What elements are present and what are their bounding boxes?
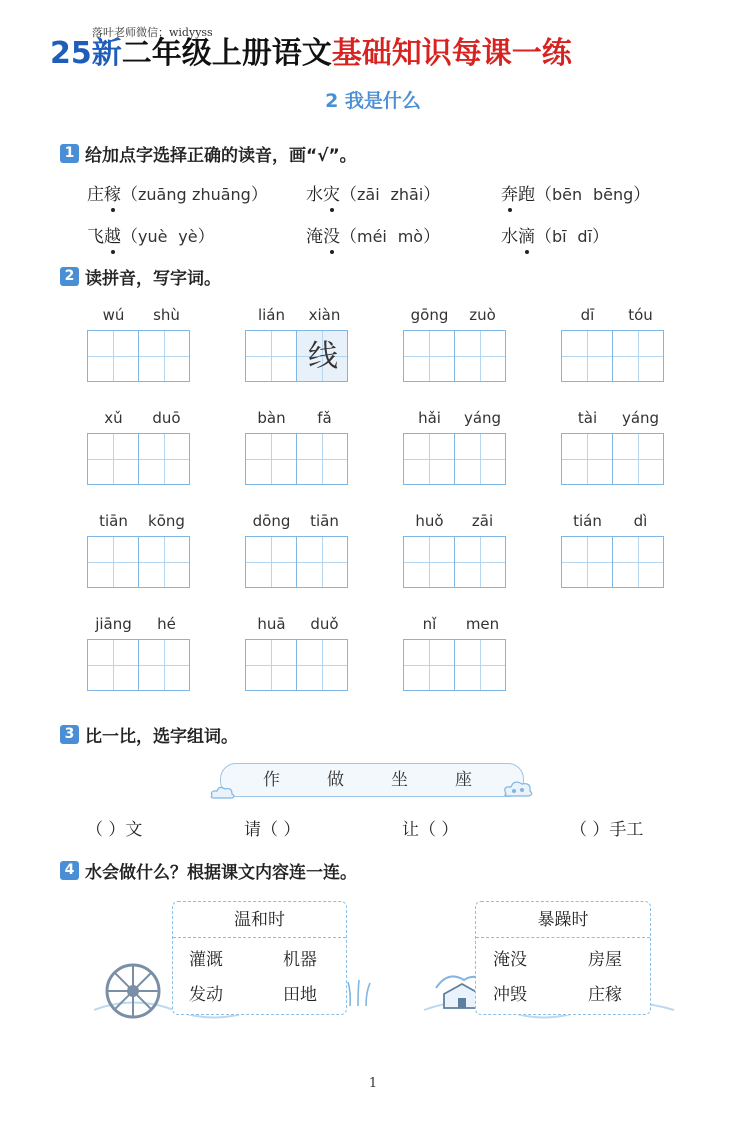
- writing-cell[interactable]: [296, 536, 348, 588]
- writing-cell[interactable]: [87, 433, 139, 485]
- writing-grid: [403, 433, 505, 485]
- written-char: [246, 537, 298, 589]
- pinyin: [403, 615, 509, 637]
- written-char: [139, 331, 191, 383]
- writing-grid: [245, 330, 347, 382]
- fill-blank[interactable]: 让（ ）: [402, 820, 459, 840]
- grain-icon: [342, 978, 376, 1008]
- section-1-badge: 1: [60, 144, 79, 163]
- match-word[interactable]: 田地: [283, 985, 317, 1005]
- written-char: [613, 537, 665, 589]
- pinyin-option[interactable]: yè: [178, 227, 198, 246]
- writing-grid: [561, 330, 663, 382]
- written-char: 线: [308, 339, 338, 374]
- writing-cell[interactable]: [403, 536, 455, 588]
- written-char: [297, 537, 349, 589]
- section-4-instruction: 水会做什么？根据课文内容连一连。: [85, 863, 357, 883]
- page-title: [50, 32, 710, 76]
- pinyin-syllable: tài: [577, 409, 598, 427]
- pinyin-syllable: zāi: [471, 512, 494, 530]
- writing-cell[interactable]: [561, 433, 613, 485]
- written-char: [139, 434, 191, 486]
- writing-cell[interactable]: [296, 330, 348, 382]
- dotted-char: 滴: [518, 222, 535, 247]
- section-1-instruction: 给加点字选择正确的读音，画“√”。: [85, 146, 357, 166]
- writing-grid: [403, 536, 505, 588]
- pinyin-option[interactable]: zhāi: [390, 185, 424, 204]
- section-2-badge: 2: [60, 267, 79, 286]
- written-char: [562, 331, 614, 383]
- pinyin-syllable: xǔ: [104, 409, 123, 427]
- writing-cell[interactable]: [87, 536, 139, 588]
- fill-blank[interactable]: （ ）文: [86, 820, 143, 840]
- char-choice-banner: [220, 763, 524, 797]
- pinyin-syllable: shù: [153, 306, 180, 324]
- writing-cell[interactable]: [454, 536, 506, 588]
- section-3-instruction: 比一比，选字组词。: [85, 727, 238, 747]
- written-char: [562, 537, 614, 589]
- title-grade: 二年级上册语文: [121, 36, 332, 71]
- match-word[interactable]: 机器: [283, 950, 317, 970]
- writing-grid: [87, 330, 189, 382]
- pinyin-option[interactable]: méi: [357, 227, 387, 246]
- writing-cell[interactable]: [245, 330, 297, 382]
- writing-cell[interactable]: [138, 536, 190, 588]
- mild-box: [172, 901, 347, 1015]
- pinyin-syllable: yáng: [463, 409, 502, 427]
- writing-grid: [403, 639, 505, 691]
- violent-box: [475, 901, 651, 1015]
- section-4-heading: [60, 858, 357, 883]
- dotted-char: 稼: [104, 180, 121, 205]
- pinyin: [561, 306, 667, 328]
- written-char: [404, 537, 456, 589]
- writing-cell[interactable]: [138, 639, 190, 691]
- pinyin-option[interactable]: mò: [397, 227, 424, 246]
- pinyin: [87, 512, 193, 534]
- pinyin-syllable: bàn: [257, 409, 286, 427]
- written-char: [246, 640, 298, 692]
- written-char: [139, 537, 191, 589]
- written-char: [613, 434, 665, 486]
- pinyin-syllable: duō: [152, 409, 181, 427]
- pinyin-syllable: hé: [157, 615, 176, 633]
- match-word[interactable]: 淹没: [493, 950, 527, 970]
- writing-grid: [403, 330, 505, 382]
- pinyin-option[interactable]: bī: [552, 227, 567, 246]
- pinyin-syllable: hǎi: [418, 409, 441, 427]
- written-char: [404, 640, 456, 692]
- written-char: [88, 537, 140, 589]
- pinyin-syllable: tiān: [99, 512, 128, 530]
- writing-grid: [245, 536, 347, 588]
- choice-char: 坐: [391, 770, 408, 790]
- writing-cell[interactable]: [612, 330, 664, 382]
- watermark: 落叶老师微信：widyyss: [92, 26, 213, 39]
- section-4-badge: 4: [60, 861, 79, 880]
- choice-char: 做: [327, 770, 344, 790]
- pinyin-syllable: nǐ: [422, 615, 437, 633]
- pinyin-option[interactable]: zhuāng: [192, 185, 251, 204]
- writing-cell[interactable]: [138, 433, 190, 485]
- dotted-char: 越: [104, 222, 121, 247]
- cloud-icon: [208, 782, 238, 802]
- writing-cell[interactable]: [245, 433, 297, 485]
- writing-grid: [87, 433, 189, 485]
- pinyin-syllable: tóu: [628, 306, 653, 324]
- pinyin: [245, 615, 351, 637]
- pinyin-syllable: jiāng: [95, 615, 132, 633]
- q1-item: 奔跑（bēn bēng）: [501, 180, 650, 205]
- writing-grid: [245, 433, 347, 485]
- written-char: [246, 434, 298, 486]
- writing-cell[interactable]: [454, 433, 506, 485]
- writing-cell[interactable]: [403, 433, 455, 485]
- writing-cell[interactable]: [138, 330, 190, 382]
- pinyin-syllable: kōng: [148, 512, 185, 530]
- written-char: [88, 434, 140, 486]
- pinyin-syllable: xiàn: [308, 306, 341, 324]
- written-char: [297, 640, 349, 692]
- pinyin: [87, 306, 193, 328]
- dotted-char: 奔: [501, 180, 518, 205]
- written-char: [613, 331, 665, 383]
- written-char: [297, 434, 349, 486]
- pinyin-syllable: wú: [102, 306, 125, 324]
- writing-cell[interactable]: [87, 330, 139, 382]
- writing-cell[interactable]: [561, 330, 613, 382]
- pinyin-option[interactable]: zāi: [357, 185, 380, 204]
- written-char: [455, 331, 507, 383]
- writing-grid: [87, 536, 189, 588]
- writing-cell[interactable]: [403, 330, 455, 382]
- fill-blank[interactable]: （ ）手工: [570, 820, 644, 840]
- dotted-char: 灾: [323, 180, 340, 205]
- violent-box-header: 暴躁时: [476, 902, 650, 938]
- q1-item: 飞越（yuè yè）: [87, 222, 215, 247]
- fill-blank[interactable]: 请（ ）: [244, 820, 301, 840]
- waterwheel-icon: [98, 958, 168, 1024]
- pinyin-syllable: zuò: [469, 306, 496, 324]
- writing-cell[interactable]: [87, 639, 139, 691]
- writing-grid: [561, 536, 663, 588]
- cloud-icon: [500, 776, 536, 800]
- pinyin-syllable: dì: [633, 512, 648, 530]
- written-char: [246, 331, 298, 383]
- dotted-char: 没: [323, 222, 340, 247]
- written-char: [455, 434, 507, 486]
- pinyin: [561, 409, 667, 431]
- pinyin-syllable: fǎ: [317, 409, 332, 427]
- title-series: 基础知识每课一练: [331, 36, 572, 71]
- written-char: [88, 331, 140, 383]
- q1-item: 水灾（zāi zhāi）: [306, 180, 440, 205]
- writing-cell[interactable]: [612, 536, 664, 588]
- pinyin-syllable: tián: [573, 512, 602, 530]
- pinyin: [403, 306, 509, 328]
- page-number: 1: [368, 1076, 378, 1091]
- pinyin: [245, 409, 351, 431]
- writing-cell[interactable]: [245, 639, 297, 691]
- q1-item: 淹没（méi mò）: [306, 222, 440, 247]
- choice-char: 作: [263, 770, 280, 790]
- pinyin-syllable: men: [465, 615, 500, 633]
- pinyin-syllable: huǒ: [415, 512, 444, 530]
- section-3-heading: [60, 722, 238, 747]
- pinyin-syllable: dī: [580, 306, 595, 324]
- section-3-badge: 3: [60, 725, 79, 744]
- writing-cell[interactable]: [296, 433, 348, 485]
- written-char: [404, 434, 456, 486]
- pinyin: [403, 512, 509, 534]
- choice-char: 座: [455, 770, 472, 790]
- section-1-heading: [60, 141, 357, 166]
- section-2-heading: [60, 264, 221, 289]
- match-word[interactable]: 发动: [189, 985, 223, 1005]
- pinyin-syllable: tiān: [310, 512, 339, 530]
- pinyin: [87, 409, 193, 431]
- written-char: [88, 640, 140, 692]
- writing-cell[interactable]: [454, 639, 506, 691]
- writing-cell[interactable]: [245, 536, 297, 588]
- written-char: [562, 434, 614, 486]
- pinyin-option[interactable]: zuāng: [138, 185, 187, 204]
- pinyin-option[interactable]: yuè: [138, 227, 168, 246]
- pinyin-syllable: gōng: [410, 306, 449, 324]
- written-char: [139, 640, 191, 692]
- pinyin-option[interactable]: dī: [577, 227, 593, 246]
- pinyin-syllable: duǒ: [310, 615, 339, 633]
- section-2-instruction: 读拼音，写字词。: [85, 269, 221, 289]
- writing-cell[interactable]: [403, 639, 455, 691]
- pinyin-syllable: yáng: [621, 409, 660, 427]
- match-word[interactable]: 灌溉: [189, 950, 223, 970]
- pinyin-syllable: huā: [257, 615, 286, 633]
- written-char: [404, 331, 456, 383]
- pinyin: [87, 615, 193, 637]
- writing-cell[interactable]: [612, 433, 664, 485]
- pinyin: [245, 512, 351, 534]
- lesson-title: 2 我是什么: [325, 90, 421, 112]
- writing-cell[interactable]: [296, 639, 348, 691]
- pinyin-syllable: dōng: [252, 512, 291, 530]
- pinyin: [403, 409, 509, 431]
- writing-grid: [561, 433, 663, 485]
- title-number: 25: [50, 36, 92, 71]
- pinyin: [561, 512, 667, 534]
- writing-grid: [245, 639, 347, 691]
- writing-grid: [87, 639, 189, 691]
- pinyin-option[interactable]: bēng: [592, 185, 634, 204]
- q1-item: 水滴（bī dī）: [501, 222, 609, 247]
- pinyin-syllable: lián: [257, 306, 286, 324]
- match-word[interactable]: 冲毁: [493, 985, 527, 1005]
- writing-cell[interactable]: [561, 536, 613, 588]
- q1-item: 庄稼（zuāng zhuāng）: [87, 180, 268, 205]
- match-word[interactable]: 庄稼: [588, 985, 622, 1005]
- mild-box-header: 温和时: [173, 902, 346, 938]
- title-new: 新: [91, 36, 122, 71]
- pinyin: [245, 306, 351, 328]
- pinyin-option[interactable]: bēn: [552, 185, 583, 204]
- match-word[interactable]: 房屋: [588, 950, 622, 970]
- written-char: [455, 537, 507, 589]
- writing-cell[interactable]: [454, 330, 506, 382]
- written-char: [455, 640, 507, 692]
